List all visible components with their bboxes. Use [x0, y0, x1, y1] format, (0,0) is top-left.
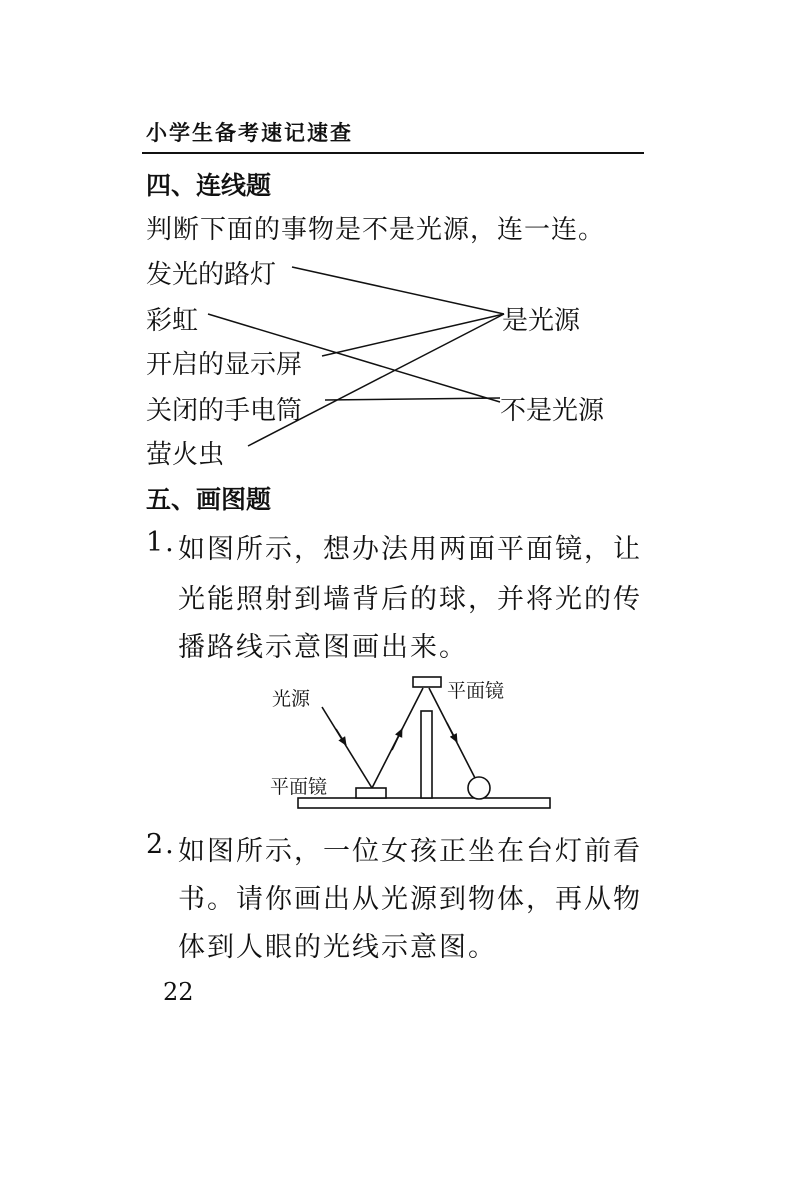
match-right-item-2: 不是光源: [500, 396, 605, 426]
match-right-item-1: 是光源: [502, 306, 581, 336]
ground-board: [298, 798, 550, 808]
top-mirror: [413, 677, 441, 687]
wall: [421, 711, 432, 798]
match-left-item-2: 彩虹: [146, 306, 199, 336]
q1-line-3: 播路线示意图画出来。: [178, 632, 468, 663]
q2-number: 2.: [146, 829, 176, 860]
match-left-item-3: 开启的显示屏: [146, 350, 303, 380]
light-ray-reflected-1-arrow: [392, 729, 402, 750]
q1-number: 1.: [146, 527, 176, 558]
match-left-item-1: 发光的路灯: [146, 260, 277, 290]
match-left-item-5: 萤火虫: [146, 440, 225, 470]
match-line-screen: [322, 314, 504, 356]
q2-line-1: 如图所示，一位女孩正坐在台灯前看: [178, 836, 642, 867]
match-line-flashlight: [325, 398, 500, 400]
section5-title: 五、画图题: [146, 485, 272, 514]
figure-label-light-source: 光源: [272, 688, 311, 710]
match-line-rainbow: [208, 314, 500, 402]
q1-line-1: 如图所示，想办法用两面平面镜，让: [178, 534, 642, 565]
match-left-item-4: 关闭的手电筒: [146, 396, 303, 426]
page-number: 22: [163, 978, 194, 1006]
figure-label-mirror-bottom: 平面镜: [270, 776, 328, 798]
light-ray-incident-arrow: [336, 729, 346, 745]
match-line-street-lamp: [292, 267, 504, 314]
figure-label-mirror-top: 平面镜: [447, 680, 505, 702]
section4-instruction: 判断下面的事物是不是光源，连一连。: [146, 215, 606, 245]
q2-line-3: 体到人眼的光线示意图。: [178, 932, 497, 963]
light-ray-incident: [322, 707, 372, 788]
q2-line-2: 书。请你画出从光源到物体，再从物: [178, 884, 642, 915]
bottom-mirror: [356, 788, 386, 798]
section4-title: 四、连线题: [146, 171, 272, 200]
ball: [468, 777, 490, 799]
match-line-firefly: [248, 314, 504, 446]
q1-line-2: 光能照射到墙背后的球，并将光的传: [178, 584, 642, 615]
light-ray-reflected-2-arrow: [447, 723, 457, 742]
running-header-title: 小学生备考速记速查: [146, 121, 353, 145]
